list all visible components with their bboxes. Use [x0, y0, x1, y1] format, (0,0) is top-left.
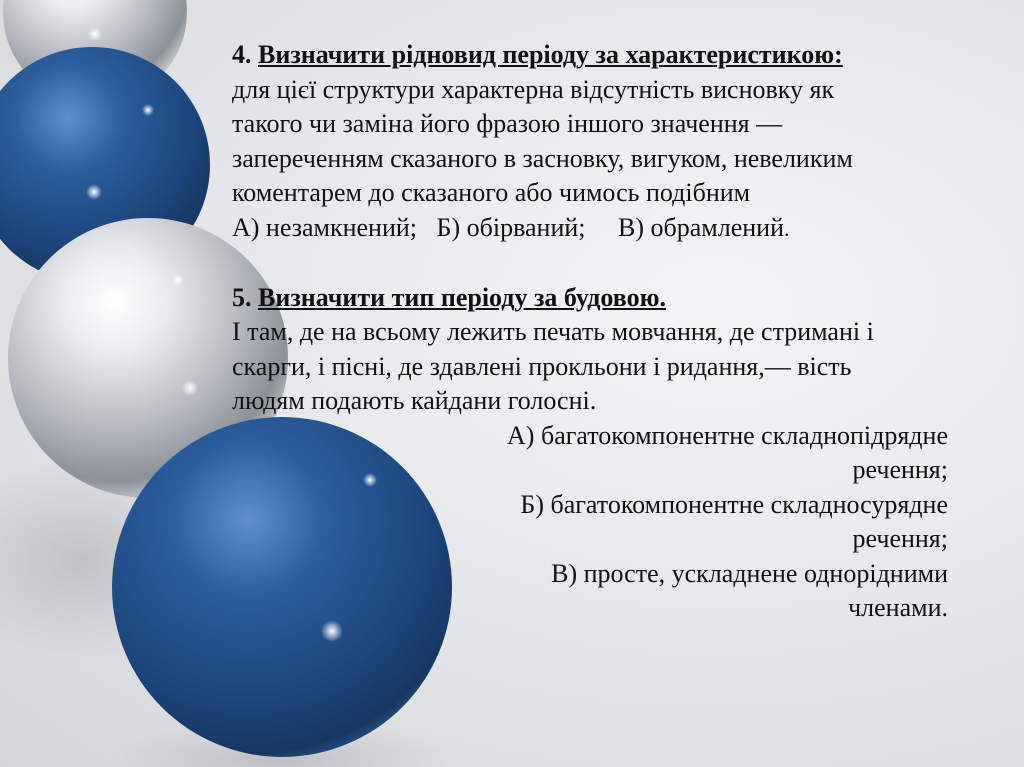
sphere-glint: [86, 184, 102, 200]
question-4-options: [232, 211, 952, 247]
question-5-option-c: В) просте, ускладнене однорідними: [551, 558, 948, 588]
sphere-glint: [88, 27, 102, 41]
question-4-heading: [232, 38, 952, 73]
question-4-option-a: А) незамкнений;: [232, 212, 418, 242]
spacer: [232, 246, 952, 281]
question-4-body-line: запереченням сказаного в засновку, вигуком, невеликим: [232, 143, 853, 173]
question-4-body-line: для цієї структури характерна відсутність висновку як: [232, 74, 835, 104]
question-5-option-a: А) багатокомпонентне складнопідрядне: [507, 420, 948, 450]
question-5-option-b: Б) багатокомпонентне складносурядне: [520, 489, 948, 519]
question-5-option-a-cont: речення;: [852, 455, 948, 484]
question-4-title: Визначити рідновид періоду за характеристикою:: [258, 40, 843, 69]
question-5-body-line: скарги, і пісні, де здавлені прокльони і ридання,— вість: [232, 351, 852, 381]
sphere-glint: [142, 104, 154, 116]
question-4-number: 4.: [232, 40, 258, 69]
slide-text: [232, 38, 952, 626]
question-4-body-line: коментарем до сказаного або чимось подібним: [232, 178, 751, 207]
sphere-glint: [182, 380, 198, 396]
question-5-body-line: І там, де на всьому лежить печать мовчання, де стримані і: [232, 317, 874, 346]
question-5-title: Визначити тип періоду за будовою.: [258, 282, 667, 312]
question-5-body-line: людям подають кайдани голосні.: [232, 386, 597, 415]
sphere-glint: [172, 274, 184, 286]
question-5-heading: [232, 281, 952, 316]
question-4-option-c: В) обрамлений: [618, 212, 784, 242]
question-5-number: 5.: [232, 282, 258, 312]
question-4-option-b: Б) обірваний;: [436, 212, 586, 242]
question-5-option-b-cont: речення;: [852, 524, 948, 553]
question-5-option-c-cont: членами.: [848, 593, 948, 622]
question-4-option-c-period: .: [784, 215, 790, 241]
question-4-body-line: такого чи заміна його фразою іншого значення —: [232, 109, 783, 138]
